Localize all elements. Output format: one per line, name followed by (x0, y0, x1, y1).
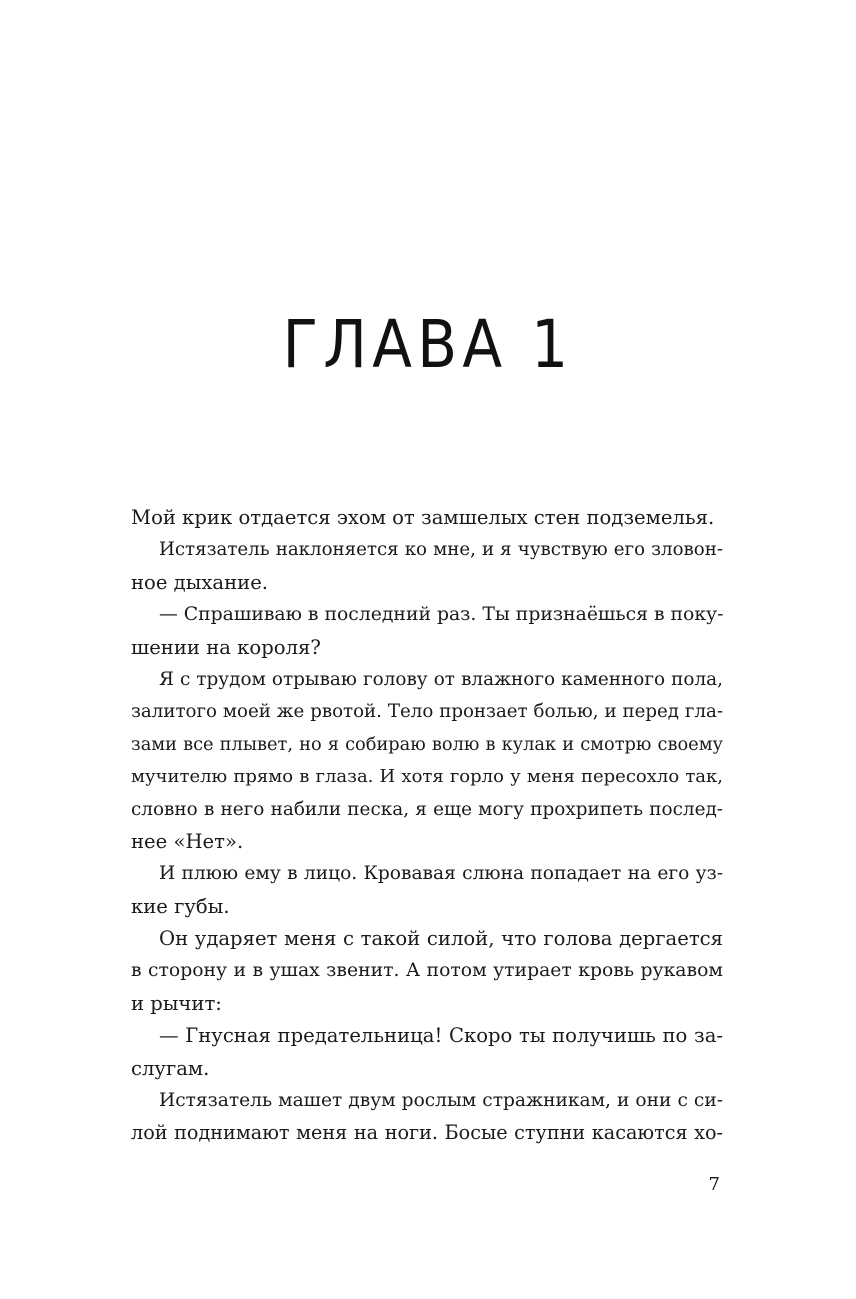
text-line: зами все плывет, но я собираю волю в кулак и смотрю своему (131, 733, 723, 755)
text-line: ное дыхание. (131, 570, 269, 594)
text-line: лой поднимают меня на ноги. Босые ступни касаются хо- (131, 1121, 723, 1145)
text-line: нее «Нет». (131, 829, 244, 853)
text-line: шении на короля? (131, 635, 321, 659)
text-line: Истязатель машет двум рослым стражникам, и они с си- (159, 1090, 723, 1112)
text-line: Мой крик отдается эхом от замшелых стен подземелья. (131, 506, 715, 529)
text-line: в сторону и в ушах звенит. А потом утирает кровь рукавом (131, 960, 723, 982)
text-line: Он ударяет меня с такой силой, что голова дергается (159, 927, 723, 951)
text-line: И плюю ему в лицо. Кровавая слюна попадает на его уз- (159, 863, 723, 885)
text-line: — Гнусная предательница! Скоро ты получишь по за- (159, 1024, 723, 1048)
text-line: залитого моей же рвотой. Тело пронзает болью, и перед гла- (131, 701, 723, 723)
chapter-title: ГЛАВА 1 (282, 306, 574, 383)
text-line: мучителю прямо в глаза. И хотя горло у меня пересохло так, (131, 766, 723, 788)
text-line: Я с трудом отрываю голову от влажного каменного пола, (159, 668, 723, 690)
text-line: словно в него набили песка, я еще могу прохрипеть послед- (131, 798, 723, 820)
text-line: Истязатель наклоняется ко мне, и я чувствую его зловон- (159, 539, 723, 561)
text-line: и рычит: (131, 991, 222, 1015)
page-number: 7 (708, 1174, 720, 1195)
text-line: кие губы. (131, 894, 230, 918)
text-line: слугам. (131, 1056, 210, 1080)
text-line: — Спрашиваю в последний раз. Ты признаёшься в поку- (159, 604, 724, 626)
chapter-body (131, 502, 723, 1150)
